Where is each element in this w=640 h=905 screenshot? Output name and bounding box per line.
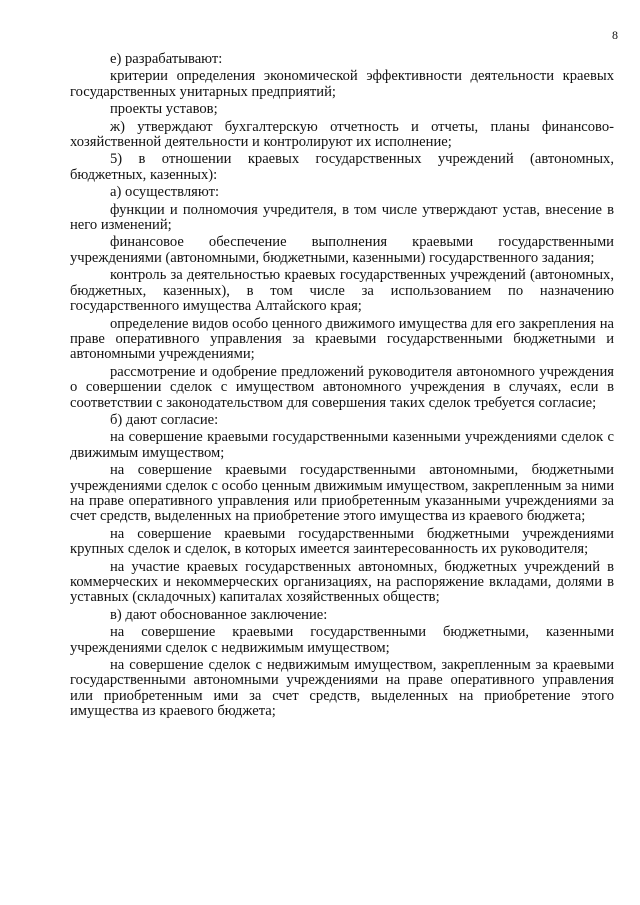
paragraph-v-heading: в) дают обоснованное заключение: bbox=[110, 606, 328, 623]
paragraph: финансовое обеспечение выполнения краевыми государственными учреждениями (автономными, бюджетными, казенными) государственного задания; bbox=[70, 234, 614, 266]
paragraph-a-heading: а) осуществляют: bbox=[110, 184, 219, 201]
paragraph: на совершение сделок с недвижимым имуществом, закрепленным за краевыми государственными автономными учреждениями на праве оперативного управления или приобретенным ими за счет средств, выделенных на приобретение этого имущества из краевого бюджета; bbox=[70, 657, 614, 720]
paragraph-section-5: 5) в отношении краевых государственных учреждений (автономных, бюджетных, казенных): bbox=[70, 151, 614, 183]
page-number: 8 bbox=[612, 28, 618, 42]
paragraph: критерии определения экономической эффективности деятельности краевых государственных унитарных предприятий; bbox=[70, 68, 614, 100]
paragraph-zh-heading: ж) утверждают бухгалтерскую отчетность и отчеты, планы финансово-хозяйственной деятельности и контролируют их исполнение; bbox=[70, 118, 614, 151]
paragraph-b-heading: б) дают согласие: bbox=[110, 411, 219, 428]
paragraph: на участие краевых государственных автономных, бюджетных учреждений в коммерческих и некоммерческих организациях, на распоряжение вкладами, долями в уставных (складочных) капиталах хозяйственных обществ; bbox=[70, 558, 614, 606]
paragraph: функции и полномочия учредителя, в том числе утверждают устав, внесение в него изменений; bbox=[70, 201, 614, 234]
paragraph: на совершение краевыми государственными казенными учреждениями сделок с движимым имуществом; bbox=[70, 429, 614, 461]
paragraph: проекты уставов; bbox=[110, 101, 218, 118]
paragraph: определение видов особо ценного движимого имущества для его закрепления на праве оперативного управления за краевыми государственными бюджетными и автономными учреждениями; bbox=[70, 315, 614, 363]
paragraph: рассмотрение и одобрение предложений руководителя автономного учреждения о совершении сделок с имуществом автономного учреждения в случаях, если в соответствии с законодательством для совершения таких сделок требуется согласие; bbox=[70, 363, 614, 411]
paragraph: на совершение краевыми государственными автономными, бюджетными учреждениями сделок с особо ценным движимым имуществом, закрепленным за ними на праве оперативного управления или приобретенным указанными учреждениями за счет средств, выделенных на приобретение этого имущества из краевого бюджета; bbox=[70, 462, 614, 525]
document-body bbox=[70, 52, 614, 720]
paragraph: на совершение краевыми государственными бюджетными, казенными учреждениями сделок с недвижимым имуществом; bbox=[70, 624, 614, 656]
paragraph: на совершение краевыми государственными бюджетными учреждениями крупных сделок и сделок, в которых имеется заинтересованность их руководителя; bbox=[70, 525, 614, 558]
paragraph-e-heading: е) разрабатывают: bbox=[110, 51, 223, 67]
paragraph: контроль за деятельностью краевых государственных учреждений (автономных, бюджетных, казенных), в том числе за использованием по назначению государственного имущества Алтайского края; bbox=[70, 267, 614, 315]
